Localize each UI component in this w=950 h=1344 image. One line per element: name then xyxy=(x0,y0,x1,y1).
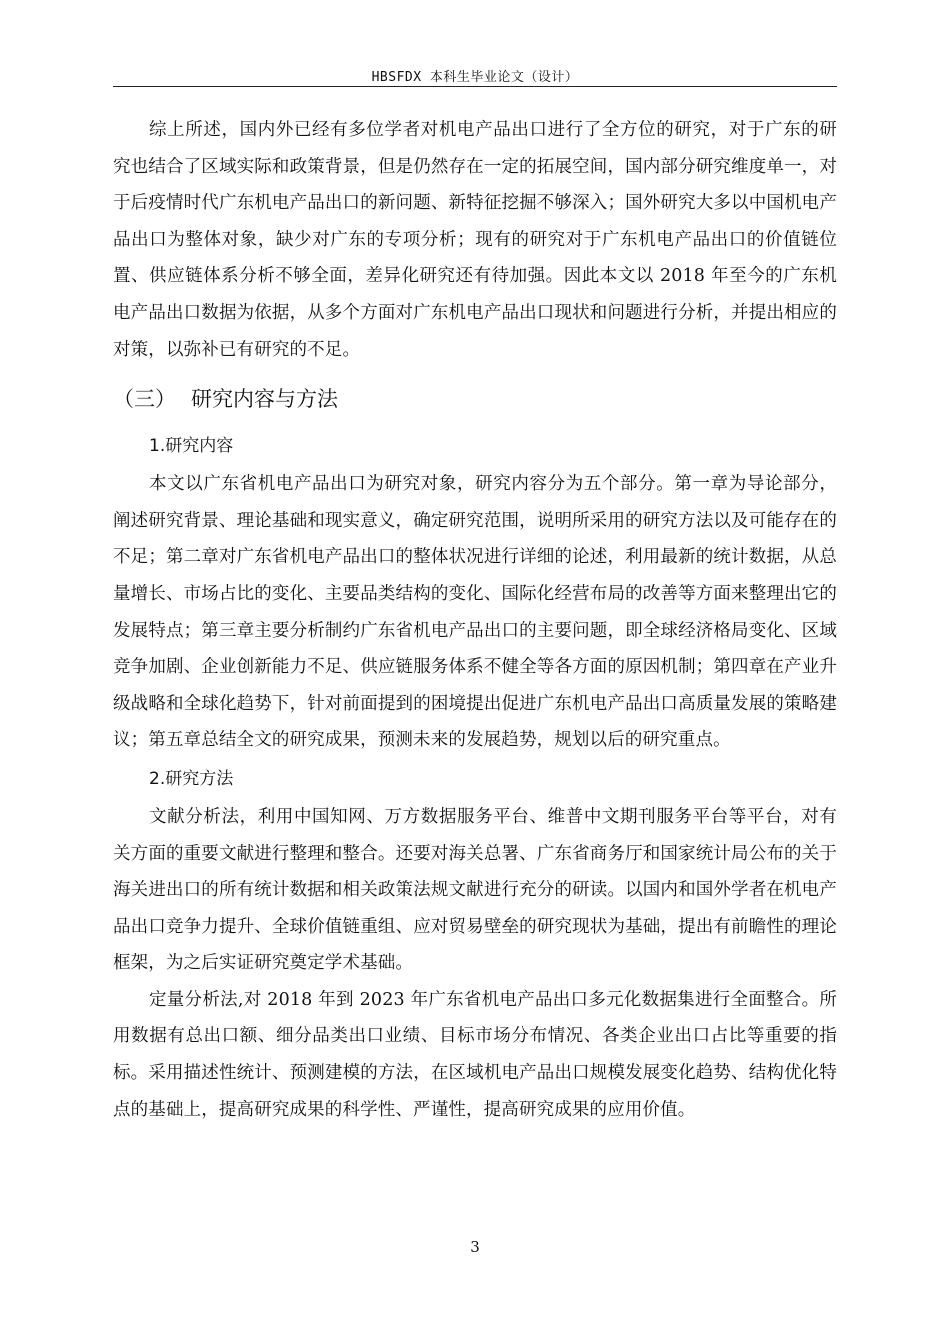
section-title: 研究内容与方法 xyxy=(191,387,338,412)
section-heading xyxy=(113,382,837,416)
literature-method-paragraph: 文献分析法，利用中国知网、万方数据服务平台、维普中文期刊服务平台等平台，对有关方面的重要文献进行整理和整合。还要对海关总署、广东省商务厅和国家统计局公布的关于海关进出口的所有统计数据和相关政策法规文献进行充分的研读。以国内和国外学者在机电产品出口竞争力提升、全球价值链重组、应对贸易壁垒的研究现状为基础，提出有前瞻性的理论框架，为之后实证研究奠定学术基础。 xyxy=(113,806,837,974)
subsection-heading-methods: 2.研究方法 xyxy=(149,768,234,789)
page-body xyxy=(113,112,837,1128)
page-header: HBSFDX 本科生毕业论文（设计） xyxy=(371,70,579,85)
header-divider xyxy=(113,86,837,87)
summary-paragraph: 综上所述，国内外已经有多位学者对机电产品出口进行了全方位的研究，对于广东的研究也结合了区域实际和政策背景，但是仍然存在一定的拓展空间，国内部分研究维度单一，对于后疫情时代广东机电产品出口的新问题、新特征挖掘不够深入；国外研究大多以中国机电产品出口为整体对象，缺少对广东的专项分析；现有的研究对于广东机电产品出口的价值链位置、供应链体系分析不够全面，差异化研究还有待加强。因此本文以 2018 年至今的广东机电产品出口数据为依据，从多个方面对广东机电产品出口现状和问题进行分析，并提出相应的对策，以弥补已有研究的不足。 xyxy=(113,120,837,360)
research-content-paragraph: 本文以广东省机电产品出口为研究对象，研究内容分为五个部分。第一章为导论部分，阐述研究背景、理论基础和现实意义，确定研究范围，说明所采用的研究方法以及可能存在的不足；第二章对广东省机电产品出口的整体状况进行详细的论述，利用最新的统计数据，从总量增长、市场占比的变化、主要品类结构的变化、国际化经营布局的改善等方面来整理出它的发展特点；第三章主要分析制约广东省机电产品出口的主要问题，即全球经济格局变化、区域竞争加剧、企业创新能力不足、供应链服务体系不健全等各方面的原因机制；第四章在产业升级战略和全球化趋势下，针对前面提到的困境提出促进广东机电产品出口高质量发展的策略建议；第五章总结全文的研究成果，预测未来的发展趋势，规划以后的研究重点。 xyxy=(113,474,837,751)
section-number: （三） xyxy=(113,387,176,412)
subsection-heading-content: 1.研究内容 xyxy=(149,436,234,457)
quantitative-method-paragraph: 定量分析法,对 2018 年到 2023 年广东省机电产品出口多元化数据集进行全面整合。所用数据有总出口额、细分品类出口业绩、目标市场分布情况、各类企业出口占比等重要的指标。采用描述性统计、预测建模的方法，在区域机电产品出口规模发展变化趋势、结构优化特点的基础上，提高研究成果的科学性、严谨性，提高研究成果的应用价值。 xyxy=(113,989,837,1120)
page-number: 3 xyxy=(470,1238,480,1256)
